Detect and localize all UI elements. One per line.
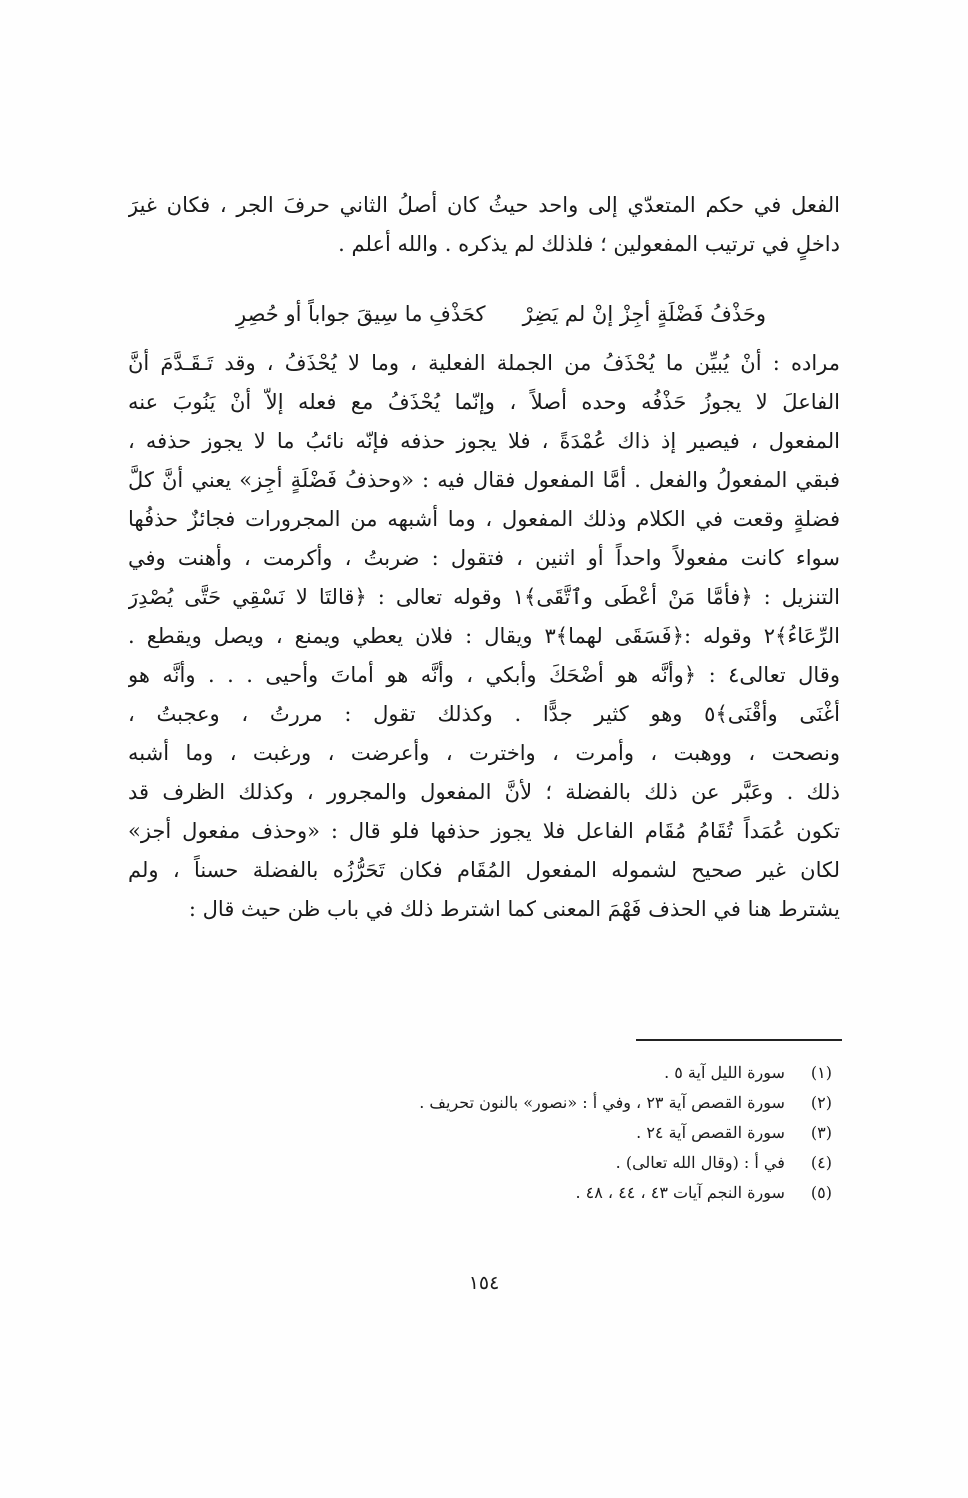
text-line: الفاعلَ لا يجوزُ حَذْفُه وحده أصلاً ، وإنّما يُحْذَفُ مع فعله إلاّ أنْ يَنُوبَ عنه	[128, 390, 840, 414]
footnote	[332, 1088, 832, 1118]
footnote	[332, 1058, 832, 1088]
text-line: لكان غير صحيح لشموله المفعول المُقَام فكان تَحَرُّزُه بالفضلة حسناً ، ولم	[128, 858, 840, 882]
text-line: تكون عُمَداً تُقَامُ مُقَام الفاعل فلا يجوز حذفها فلو قال : «وحذف مفعول أجز»	[128, 819, 840, 843]
text-line: داخلٍ في ترتيب المفعولين ؛ فلذلك لم يذكره . والله أعلم .	[338, 232, 840, 256]
footnote-number: (٣)	[810, 1123, 832, 1142]
footnote-text: سورة القصص آية ٢٣ ، وفي أ : «نصور» بالنون تحريف .	[419, 1093, 785, 1112]
footnote-number: (٥)	[810, 1183, 832, 1202]
text-line: التنزيل : ﴿فأمَّا مَنْ أعْطَى وٱتَّقَى﴾١ وقوله تعالى : ﴿قالتَا لا نَسْقِي حَتَّى يُصْدِرَ	[128, 585, 840, 609]
verse-first-hemistich: وحَذْفُ فَضْلَةٍ أجِزْ إنْ لم يَضِرْ	[522, 302, 766, 326]
footnote	[332, 1178, 832, 1208]
text-line: فضلةٍ وقعت في الكلام وذلك المفعول ، وما أشبهه من المجرورات فجائزٌ حذفُها	[128, 507, 840, 531]
verse-second-hemistich: كحَذْفِ ما سِيقَ جواباً أو حُصِرِ	[236, 302, 486, 326]
text-line: سواء كانت مفعولاً واحداً أو اثنين ، فتقول : ضربتُ ، وأكرمت ، وأهنت وفي	[128, 546, 840, 570]
text-line: وقال تعالى٤ : ﴿وأنَّه هو أضْحَكَ وأبكي ، وأنَّه هو أماتَ وأحيى . . . وأنَّه هو	[128, 663, 840, 687]
footnote-text: سورة الليل آية ٥ .	[664, 1063, 785, 1082]
footnote-text: سورة النجم آيات ٤٣ ، ٤٤ ، ٤٨ .	[575, 1183, 785, 1202]
footnote	[332, 1148, 832, 1178]
footnote-text: في أ : (وقال الله تعالى) .	[615, 1153, 785, 1172]
text-line: مراده : أنْ يُبيِّن ما يُحْذَفُ من الجملة الفعلية ، وما لا يُحْذَفُ ، وقد تَـقَـدَّمَ أنَّ	[128, 351, 840, 375]
text-line: المفعول ، فيصير إذ ذاك عُمْدَةً ، فلا يجوز حذفه فإنّه نائبُ ما لا يجوز حذفه ،	[128, 429, 840, 453]
footnotes	[332, 1058, 832, 1208]
footnote-number: (٢)	[810, 1093, 832, 1112]
footnote-number: (٤)	[810, 1153, 832, 1172]
text-line: ونصحت ، ووهبت ، وأمرت ، واخترت ، وأعرضت ، ورغبت ، وما أشبه	[128, 741, 840, 765]
intro-paragraph	[128, 186, 840, 264]
footnote	[332, 1118, 832, 1148]
text-line: يشترط هنا في الحذف فَهْمَ المعنى كما اشترط ذلك في باب ظن حيث قال :	[188, 897, 840, 921]
text-line: الرِّعَاءُ﴾٢ وقوله :﴿فَسَقَى لهما﴾٣ ويقال : فلان يعطي ويمنع ، ويصل ويقطع .	[128, 624, 840, 648]
verse-line	[236, 294, 766, 334]
text-line: أغْنَى وأقْنَى﴾٥ وهو كثير جدًّا . وكذلك تقول : مررتُ ، وعجبتُ ،	[128, 702, 840, 726]
footnote-text: سورة القصص آية ٢٤ .	[636, 1123, 785, 1142]
footnote-separator	[636, 1039, 842, 1041]
page-number: ١٥٤	[468, 1272, 500, 1294]
text-line: فبقي المفعولُ والفعل . أمَّا المفعول فقال فيه : «وحذفُ فَضْلَةٍ أجِز» يعني أنَّ كلَّ	[128, 468, 840, 492]
text-line: ذلك . وعَبَّر عن ذلك بالفضلة ؛ لأنَّ المفعول والمجرور ، وكذلك الظرف قد	[128, 780, 840, 804]
text-line: الفعل في حكم المتعدّي إلى واحد حيثُ كان أصلُ الثاني حرفَ الجر ، فكان غيرَ	[128, 193, 840, 217]
commentary-paragraph	[128, 344, 840, 929]
footnote-number: (١)	[810, 1063, 832, 1082]
